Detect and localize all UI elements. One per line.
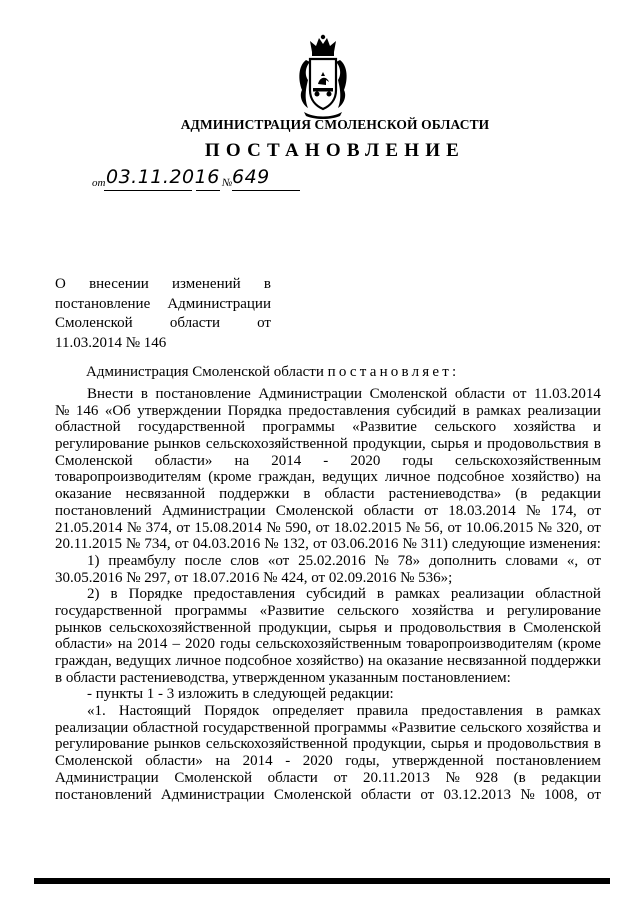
body-line [55, 770, 601, 787]
body-word: программы [262, 419, 335, 436]
body-word: 146 [75, 402, 99, 419]
body-word: 1) [87, 552, 100, 569]
subject-word: внесении [89, 276, 149, 292]
body-word: - [285, 753, 291, 770]
body-word: в [110, 586, 118, 603]
body-word: регулирование [55, 736, 149, 753]
body-word: в [593, 736, 601, 753]
body-word: «Развитие [390, 719, 456, 736]
body-line [55, 553, 601, 570]
body-word: Настоящий [118, 703, 192, 720]
body-word: области [324, 486, 375, 503]
date-underline-extension [196, 190, 220, 191]
body-line-text: - пункты 1 - 3 изложить в следующей редакции: [87, 686, 394, 703]
body-word: товаропроизводителям [406, 636, 553, 653]
body-word: 174, [550, 502, 577, 519]
body-word: в [593, 436, 601, 453]
body-word: (в [513, 769, 526, 786]
body-word: и [592, 719, 601, 736]
subject-word: в [263, 276, 271, 292]
body-word: № [405, 519, 421, 536]
body-word: хозяйства [411, 602, 474, 619]
body-word: от [586, 519, 601, 536]
body-word: сырья [430, 436, 469, 453]
subject-line [55, 334, 271, 354]
body-word: хозяйство) [295, 653, 364, 669]
subject-line [55, 275, 271, 295]
body-word: Администрации [55, 769, 159, 786]
body-word: области [267, 769, 318, 786]
body-word: сельскохозяйственной [205, 736, 348, 753]
body-word: словами [505, 552, 559, 569]
body-word: области [454, 386, 505, 402]
body-word: – [172, 636, 180, 653]
body-word: областной [535, 586, 601, 603]
subject-word: изменений [172, 276, 241, 292]
body-line [55, 520, 601, 537]
body-line [55, 469, 601, 486]
body-word: от [447, 519, 462, 536]
subject-word: 11.03.2014 № 146 [55, 334, 167, 351]
body-word: Смоленской [174, 769, 253, 786]
body-word: 1008, [543, 786, 578, 803]
body-word: 590, [284, 519, 312, 536]
body-word: Смоленской [523, 619, 601, 636]
body-line [55, 586, 601, 603]
subject-word: Администрации [167, 295, 271, 312]
body-word: 25.02.2016 [298, 552, 366, 569]
body-word: постановлением [496, 753, 601, 770]
body-word: № [264, 536, 279, 553]
body-word: от [176, 519, 191, 536]
body-word: 15.08.2014 [194, 519, 262, 536]
coat-of-arms-emblem [296, 34, 350, 120]
subject-block [55, 275, 271, 353]
body-word: на [367, 653, 383, 669]
body-word: хозяйство) [511, 469, 580, 486]
body-line [55, 419, 601, 436]
body-word: слов [230, 552, 259, 569]
body-word: субсидий [306, 586, 366, 603]
body-word: 2014 [137, 636, 168, 653]
body-line [55, 703, 601, 720]
date-underline [104, 190, 192, 191]
body-word: предоставления [288, 402, 390, 419]
body-word: на [117, 636, 133, 653]
body-word: № [525, 502, 541, 519]
body-word: сельскохозяйственной [109, 619, 252, 636]
date-number-line [92, 166, 302, 194]
body-word: рынков [154, 436, 201, 453]
body-word: ведущих [322, 469, 378, 486]
body-word: товаропроизводителям [55, 469, 202, 486]
body-line [55, 720, 601, 737]
body-word: Порядок [204, 703, 260, 720]
body-word: 2014 [271, 452, 302, 469]
body-word: от [312, 536, 327, 553]
body-word: постановлений [55, 786, 152, 803]
body-word: реализации [55, 719, 129, 736]
body-word: «, [566, 552, 579, 569]
body-word: сельскохозяйственным [455, 452, 601, 469]
body-word: изменения: [529, 536, 601, 553]
body-word: Смоленской [55, 452, 133, 469]
body-line [55, 453, 601, 470]
body-word: оказание [386, 653, 444, 669]
body-word: после [184, 552, 222, 569]
body-word: (кроме [557, 636, 601, 653]
body-word: «Развитие [352, 419, 417, 436]
body-word: программы [314, 719, 387, 736]
body-word: на [586, 469, 601, 486]
body-word: 2) [87, 586, 100, 603]
body-word: преамбулу [108, 552, 176, 569]
body-line [55, 653, 601, 670]
body-word: и [473, 436, 483, 453]
body-word: и [592, 419, 601, 436]
body-word: реализации [450, 586, 525, 603]
body-word: дополнить [429, 552, 497, 569]
body-word: «Об [104, 402, 131, 419]
administration-lead: Администрация Смоленской области [86, 364, 328, 380]
body-word: граждан, [55, 653, 112, 669]
body-word: 374, [145, 519, 172, 536]
body-word: 320, [556, 519, 583, 536]
body-word: утвержденной [392, 753, 484, 770]
body-word: 03.06.2016 [330, 536, 399, 553]
body-word: редакции [541, 486, 601, 503]
body-word: 18.02.2015 [333, 519, 402, 536]
body-word: продовольствия [487, 736, 589, 753]
body-word: 2020 [184, 636, 215, 653]
body-word: подсобное [437, 469, 505, 486]
body-word: хозяйства [526, 719, 589, 736]
body-word: редакции [541, 769, 601, 786]
body-word: рынков [55, 619, 102, 636]
body-word: «1. [87, 703, 106, 720]
body-word: 18.03.2014 [448, 502, 516, 519]
body-line [55, 486, 601, 503]
body-word: 04.03.2016 [192, 536, 261, 553]
body-word: оказание [55, 486, 112, 503]
body-line-text: 30.05.2016 № 297, от 18.07.2016 № 424, от 02.09.2016 № 536»; [55, 569, 453, 586]
body-word: от [587, 552, 601, 569]
body-word: 21.05.2014 [55, 519, 123, 536]
body-word: от [174, 536, 189, 553]
body-word: 20.11.2013 [362, 769, 430, 786]
body-word: Порядке [128, 586, 183, 603]
body-word: Администрации [160, 786, 265, 803]
body-word: личное [384, 469, 431, 486]
body-word: и [384, 619, 393, 636]
body-word: рынков [154, 736, 201, 753]
body-word: в [140, 386, 148, 402]
body-word: от [315, 519, 330, 536]
body-word: хозяйства [513, 419, 576, 436]
body-word: от [333, 769, 348, 786]
body-line [55, 603, 601, 620]
body-word: продукции, [258, 619, 332, 636]
subject-line [55, 314, 271, 334]
body-word: сельского [434, 419, 497, 436]
body-line [55, 536, 601, 553]
body-word: годы [402, 452, 433, 469]
resolution-body [55, 386, 601, 803]
body-word: от [424, 502, 438, 519]
body-word: Администрации [161, 502, 266, 519]
number-underline [232, 190, 300, 191]
body-word: несвязанной [125, 486, 206, 503]
body-word: от [420, 786, 435, 803]
bottom-border-rule [34, 878, 610, 884]
body-word: предоставления [193, 586, 296, 603]
body-word: реализации [527, 402, 601, 419]
body-word: от [512, 386, 527, 402]
subject-word: от [257, 315, 271, 331]
body-word: от [587, 786, 601, 803]
body-word: сельскохозяйственным [255, 636, 402, 653]
body-word: области» [154, 452, 213, 469]
body-word: сельского [337, 602, 399, 619]
body-word: и [486, 602, 495, 619]
date-handwritten: 03.11.2016 [106, 166, 220, 188]
body-word: области» [145, 753, 203, 770]
body-word: государственной [55, 602, 162, 619]
body-word: утверждении [137, 402, 222, 419]
subject-word: постановление [55, 295, 151, 312]
body-word: 2014 [242, 753, 273, 770]
body-line [55, 753, 601, 770]
body-word: Порядка [227, 402, 282, 419]
body-word: области» [55, 636, 113, 653]
body-word: рамках [395, 586, 440, 603]
body-word: на [234, 452, 250, 469]
body-word: от [587, 502, 601, 519]
administration-resolves-line [86, 364, 459, 381]
body-word: государственной [202, 719, 310, 736]
body-word: Смоленской [273, 786, 352, 803]
body-word: поддержки [219, 486, 290, 503]
body-line [55, 636, 601, 653]
date-prefix: от [92, 177, 106, 189]
body-word: на [215, 753, 231, 770]
body-word: регулирование [55, 436, 149, 453]
body-word: в [535, 703, 543, 720]
body-line [55, 503, 601, 520]
body-word: № [266, 519, 281, 536]
body-word: Смоленской [369, 386, 448, 402]
number-handwritten: 649 [232, 166, 270, 188]
body-word: № [55, 402, 70, 419]
body-word: 03.12.2013 [443, 786, 512, 803]
resolves-word: постановляет: [327, 364, 460, 380]
body-word: программы [174, 602, 247, 619]
body-word: годы [220, 636, 251, 653]
body-word: продукции, [352, 436, 426, 453]
body-word: субсидий [396, 402, 457, 419]
body-word: несвязанной [447, 653, 527, 669]
body-word: областной [55, 419, 121, 436]
body-line [55, 436, 601, 453]
body-word: поддержки [530, 653, 601, 669]
body-word: личное [175, 653, 221, 669]
body-word: 2020 [350, 452, 381, 469]
body-word: сырья [338, 619, 377, 636]
body-word: регулирование [507, 602, 601, 619]
body-word: «от [267, 552, 290, 569]
document-type-title: ПОСТАНОВЛЕНИЕ [204, 140, 466, 161]
body-word: рамках [556, 703, 601, 720]
subject-line [55, 295, 271, 315]
body-line [55, 570, 601, 587]
body-word: ведущих [115, 653, 172, 669]
body-word: № [126, 519, 142, 536]
body-word: сельскохозяйственной [205, 436, 348, 453]
body-word: области [363, 502, 414, 519]
body-word: (в [515, 486, 528, 503]
body-word: 311) [420, 536, 448, 553]
subject-word: области [169, 315, 220, 331]
body-line [55, 403, 601, 420]
body-line [55, 670, 601, 687]
body-word: 78» [397, 552, 421, 569]
body-line [55, 787, 601, 804]
body-word: 56, [424, 519, 444, 536]
body-word: 11.03.2014 [533, 386, 601, 402]
subject-word: Смоленской [55, 315, 133, 331]
body-word: Смоленской [275, 502, 354, 519]
body-word: № [537, 519, 552, 536]
body-word: № [520, 786, 535, 803]
body-line [55, 386, 601, 403]
body-word: сырья [430, 736, 469, 753]
body-word: 734, [144, 536, 171, 553]
subject-word: О [55, 276, 66, 292]
body-word: предоставления [421, 703, 523, 720]
body-word: правила [356, 703, 409, 720]
body-word: сельского [460, 719, 522, 736]
body-word: 928 [475, 769, 498, 786]
number-prefix: № [222, 177, 233, 189]
body-word: 2020 [302, 753, 333, 770]
body-word: и [473, 736, 483, 753]
body-word: 132, [282, 536, 309, 553]
body-word: постановлений [55, 502, 152, 519]
body-word: Внести [87, 386, 134, 402]
body-word: годы, [345, 753, 380, 770]
body-word: 10.06.2015 [465, 519, 534, 536]
body-word: № [445, 769, 460, 786]
body-word: продовольствия [399, 619, 502, 636]
body-word: в [376, 586, 384, 603]
body-word: Администрации [258, 386, 363, 402]
body-word: № [402, 536, 417, 553]
body-word: «Развитие [259, 602, 325, 619]
body-line-text: в области растениеводства, утвержденном указанным постановлением: [55, 669, 511, 686]
body-word: в [462, 402, 470, 419]
body-line [55, 736, 601, 753]
body-word: следующие [451, 536, 526, 553]
body-word: № [374, 552, 389, 569]
body-word: государственной [138, 419, 245, 436]
body-word: - [323, 452, 329, 469]
body-word: рамках [476, 402, 522, 419]
body-word: граждан, [258, 469, 316, 486]
body-word: в [303, 486, 311, 503]
body-word: № [126, 536, 141, 553]
body-word: 20.11.2015 [55, 536, 122, 553]
body-word: продовольствия [487, 436, 589, 453]
body-word: в [508, 619, 516, 636]
body-word: определяет [272, 703, 344, 720]
body-word: областной [132, 719, 199, 736]
body-word: (кроме [208, 469, 252, 486]
body-word: постановление [155, 386, 251, 402]
body-word: области [360, 786, 412, 803]
body-word: продукции, [352, 736, 426, 753]
organization-name: АДМИНИСТРАЦИЯ СМОЛЕНСКОЙ ОБЛАСТИ [180, 117, 490, 132]
body-line [55, 620, 601, 637]
body-word: подсобное [224, 653, 292, 669]
body-word: Смоленской [55, 753, 133, 770]
body-line [55, 686, 601, 703]
body-word: растениеводства» [388, 486, 502, 503]
